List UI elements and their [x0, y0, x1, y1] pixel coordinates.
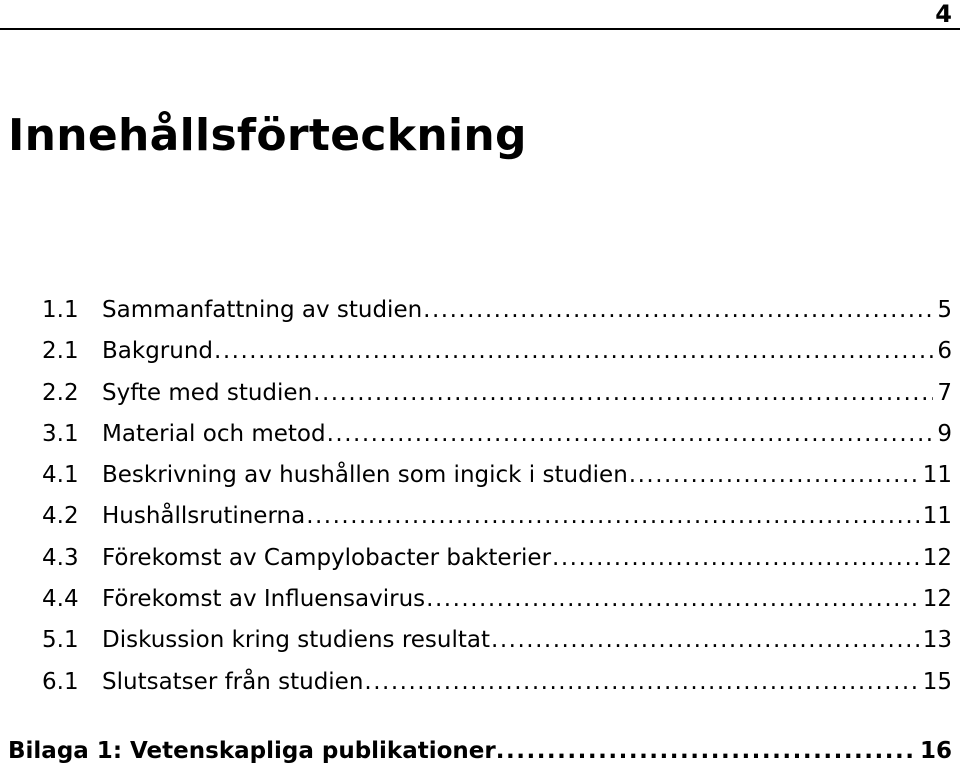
dot-leader — [327, 414, 934, 455]
toc-entry-4-1[interactable] — [42, 455, 952, 496]
toc-number: 1.1 — [42, 297, 79, 323]
toc-entry-6-1[interactable] — [42, 662, 952, 703]
table-of-contents — [42, 290, 952, 703]
toc-number: 2.1 — [42, 338, 79, 365]
toc-text: Slutsatser från studien — [102, 668, 364, 695]
page-number: 4 — [935, 0, 952, 28]
toc-page-number: 15 — [922, 668, 952, 695]
header-rule — [0, 28, 960, 30]
dot-leader — [306, 496, 919, 537]
toc-text: Diskussion kring studiens resultat — [102, 627, 491, 654]
toc-page-number: 11 — [922, 462, 952, 489]
dot-leader — [491, 620, 919, 661]
toc-text: Hushållsrutinerna — [102, 503, 306, 530]
toc-entry-appendix[interactable] — [8, 731, 952, 771]
toc-number: 3.1 — [42, 420, 79, 447]
toc-entry-1-1[interactable] — [42, 290, 952, 331]
toc-entry-4-3[interactable] — [42, 538, 952, 579]
toc-page-number: 12 — [922, 586, 952, 613]
dot-leader — [313, 373, 933, 414]
toc-page-number: 5 — [937, 297, 952, 323]
toc-page-number: 9 — [937, 420, 952, 447]
toc-number: 4.3 — [42, 544, 79, 571]
toc-number: 4.4 — [42, 586, 79, 613]
toc-number: 4.1 — [42, 462, 79, 489]
dot-leader — [496, 731, 912, 771]
toc-entry-4-2[interactable] — [42, 496, 952, 537]
dot-leader — [364, 662, 918, 703]
toc-text: Förekomst av Influensavirus — [102, 586, 426, 613]
toc-text: Syfte med studien — [102, 379, 313, 406]
dot-leader — [214, 331, 933, 372]
toc-entry-2-1[interactable] — [42, 331, 952, 372]
toc-text: Material och metod — [102, 420, 326, 447]
appendix-page-number: 16 — [919, 738, 952, 764]
toc-page-number: 11 — [922, 503, 952, 530]
toc-page-number: 12 — [922, 544, 952, 571]
toc-text: Beskrivning av hushållen som ingick i studien — [102, 462, 628, 489]
toc-number: 5.1 — [42, 627, 79, 654]
toc-page-number: 7 — [937, 379, 952, 406]
toc-number: 2.2 — [42, 379, 79, 406]
toc-entry-2-2[interactable] — [42, 373, 952, 414]
dot-leader — [552, 538, 919, 579]
appendix-text: Bilaga 1: Vetenskapliga publikationer — [8, 738, 496, 764]
dot-leader — [426, 579, 919, 620]
toc-page-number: 13 — [922, 627, 952, 654]
dot-leader — [423, 290, 933, 331]
toc-number: 6.1 — [42, 668, 79, 695]
toc-text: Förekomst av Campylobacter bakterier — [102, 544, 552, 571]
page-title: Innehållsförteckning — [8, 110, 527, 161]
toc-entry-5-1[interactable] — [42, 620, 952, 661]
toc-entry-3-1[interactable] — [42, 414, 952, 455]
toc-number: 4.2 — [42, 503, 79, 530]
dot-leader — [629, 455, 919, 496]
toc-text: Bakgrund — [102, 338, 214, 365]
toc-text: Sammanfattning av studien — [102, 297, 423, 323]
toc-page-number: 6 — [937, 338, 952, 365]
toc-entry-4-4[interactable] — [42, 579, 952, 620]
